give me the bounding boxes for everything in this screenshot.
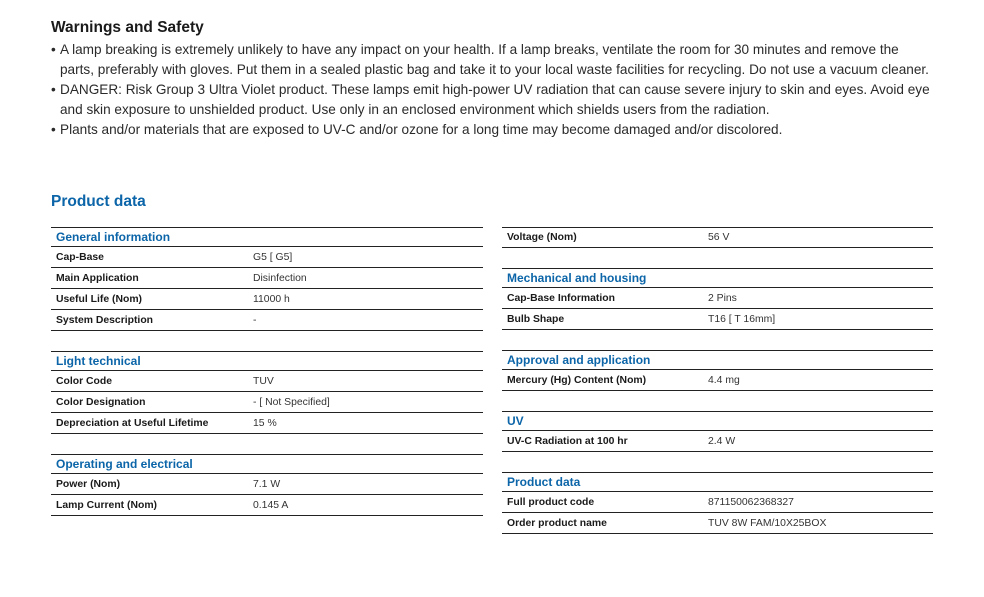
light-technical-section <box>51 351 483 434</box>
table-row <box>51 371 483 392</box>
product-data-left-column <box>51 227 483 516</box>
table-row <box>51 474 483 495</box>
row-key: System Description <box>56 314 154 326</box>
table-row <box>502 309 933 330</box>
section-heading: General information <box>51 227 483 247</box>
warnings-section <box>51 19 931 140</box>
row-value: 11000 h <box>253 293 290 305</box>
bullet: • <box>51 82 56 97</box>
row-key: Depreciation at Useful Lifetime <box>56 417 209 429</box>
row-value: 15 % <box>253 417 277 429</box>
row-key: Full product code <box>507 496 595 508</box>
table-row <box>502 370 933 391</box>
table-row <box>51 392 483 413</box>
section-heading: Mechanical and housing <box>502 268 933 288</box>
table-row <box>51 310 483 331</box>
section-heading: Approval and application <box>502 350 933 370</box>
row-value: 7.1 W <box>253 478 281 490</box>
warning-item <box>51 120 931 140</box>
row-key: Bulb Shape <box>507 313 565 325</box>
section-heading: Product data <box>502 472 933 492</box>
row-value: 2.4 W <box>708 435 736 447</box>
row-key: Cap-Base <box>56 251 104 263</box>
table-row <box>51 413 483 434</box>
row-value: 56 V <box>708 232 730 243</box>
product-data-section <box>502 472 933 534</box>
table-row <box>51 495 483 516</box>
row-value: 4.4 mg <box>708 374 740 386</box>
warning-item <box>51 80 931 120</box>
row-key: Useful Life (Nom) <box>56 293 143 305</box>
operating-electrical-section <box>51 454 483 516</box>
warnings-list <box>51 40 931 140</box>
section-heading: Operating and electrical <box>51 454 483 474</box>
table-row <box>51 268 483 289</box>
row-key: Order product name <box>507 517 607 529</box>
warning-item <box>51 40 931 80</box>
product-data-title: Product data <box>51 193 146 210</box>
row-value: 0.145 A <box>253 499 289 511</box>
warning-text: DANGER: Risk Group 3 Ultra Violet product. These lamps emit high-power UV radiation that can cause severe injury to skin and eyes. Avoid eye and skin exposure to unshielded product. Use only in an enclosed environment which shields users from the radiation. <box>60 82 930 117</box>
table-row <box>51 247 483 268</box>
general-information-section <box>51 227 483 331</box>
product-data-right-column <box>502 227 933 534</box>
table-row <box>51 289 483 310</box>
row-key: Color Code <box>56 375 112 387</box>
bullet: • <box>51 122 56 137</box>
uv-section <box>502 411 933 452</box>
row-key: Lamp Current (Nom) <box>56 499 158 511</box>
row-value: - [ Not Specified] <box>253 396 330 408</box>
row-key: Cap-Base Information <box>507 292 615 304</box>
row-value: G5 [ G5] <box>253 251 293 263</box>
voltage-section <box>502 227 933 248</box>
warning-text: A lamp breaking is extremely unlikely to have any impact on your health. If a lamp breaks, ventilate the room for 30 minutes and remove the parts, preferably with gloves. Put them in a sealed plastic bag and take it to your local waste facilities for recycling. Do not use a vacuum cleaner. <box>60 42 929 77</box>
row-value: - <box>253 314 257 326</box>
row-value: Disinfection <box>253 272 307 284</box>
mechanical-housing-section <box>502 268 933 330</box>
row-key: Mercury (Hg) Content (Nom) <box>507 374 647 386</box>
approval-application-section <box>502 350 933 391</box>
warning-text: Plants and/or materials that are exposed to UV-C and/or ozone for a long time may become damaged and/or discolored. <box>60 122 783 137</box>
row-key: Voltage (Nom) <box>507 232 577 243</box>
row-key: Main Application <box>56 272 139 284</box>
row-value: 2 Pins <box>708 292 737 304</box>
row-value: 871150062368327 <box>708 496 794 508</box>
section-heading: UV <box>502 411 933 431</box>
row-value: TUV <box>253 375 274 387</box>
row-value: TUV 8W FAM/10X25BOX <box>708 517 827 529</box>
bullet: • <box>51 42 56 57</box>
row-key: Color Designation <box>56 396 146 408</box>
table-row <box>502 513 933 534</box>
table-row <box>502 431 933 452</box>
table-row <box>502 227 933 248</box>
section-heading: Light technical <box>51 351 483 371</box>
table-row <box>502 288 933 309</box>
row-key: Power (Nom) <box>56 478 121 490</box>
table-row <box>502 492 933 513</box>
row-value: T16 [ T 16mm] <box>708 313 776 325</box>
warnings-title: Warnings and Safety <box>51 19 204 36</box>
row-key: UV-C Radiation at 100 hr <box>507 435 628 447</box>
